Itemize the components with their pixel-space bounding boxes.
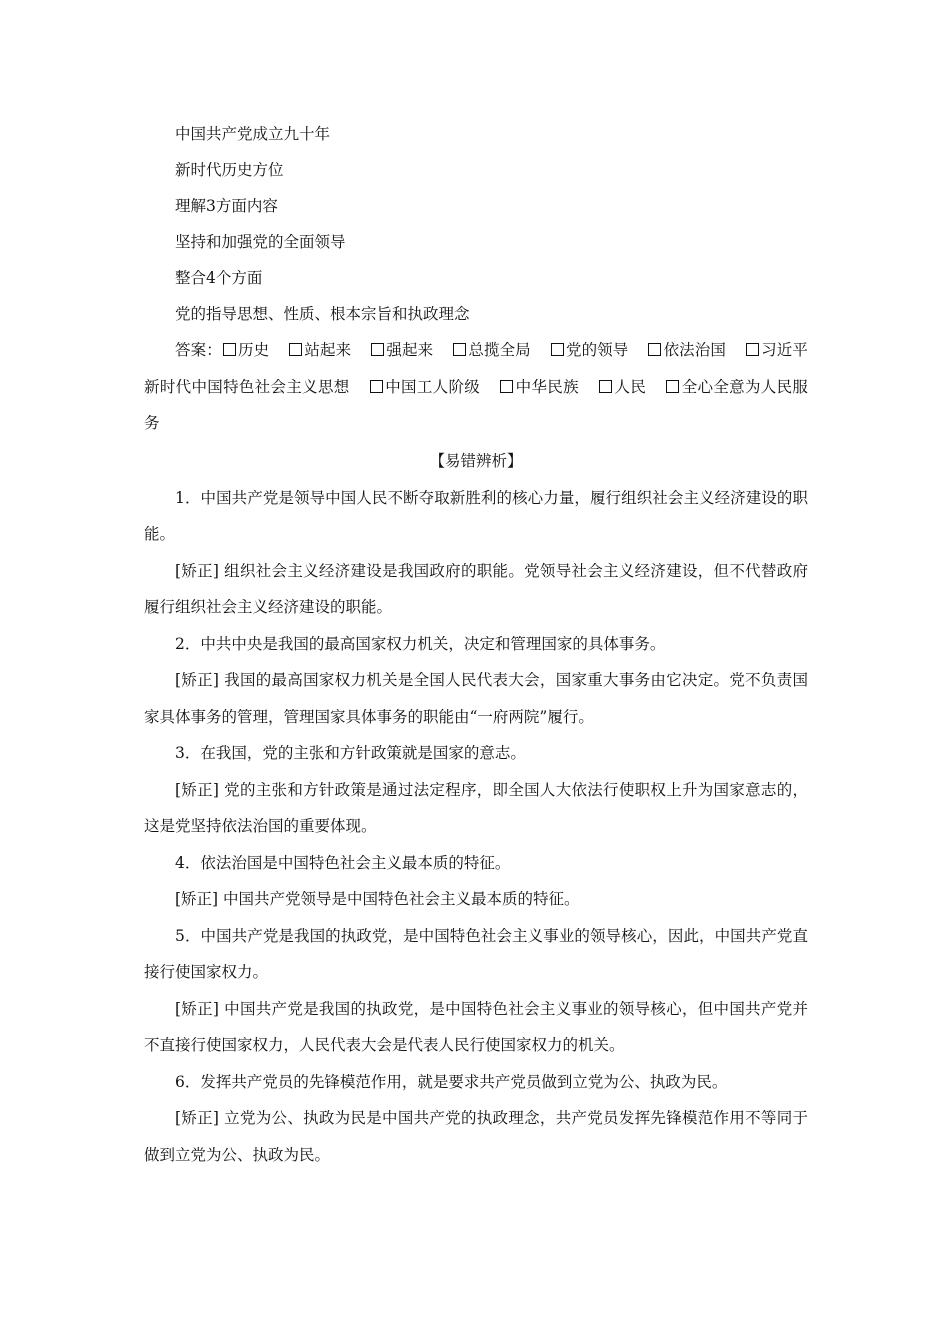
checkbox-icon — [289, 343, 302, 356]
checkbox-icon — [666, 380, 679, 393]
question-text: 6．发挥共产党员的先锋模范作用，就是要求共产党员做到立党为公、执政为民。 — [175, 1072, 728, 1091]
correction-text: [矫正] 组织社会主义经济建设是我国政府的职能。党领导社会主义经济建设，但不代替政府履行组织社会主义经济建设的职能。 — [144, 561, 808, 616]
correction-text: [矫正] 立党为公、执政为民是中国共产党的执政理念，共产党员发挥先锋模范作用不等同于做到立党为公、执政为民。 — [144, 1109, 808, 1164]
section-title: 【易错辨析】 — [429, 451, 523, 470]
answer-item: 历史 — [222, 341, 269, 359]
outline-item: 新时代历史方位 — [175, 161, 284, 179]
answer-item: 站起来 — [288, 341, 351, 359]
answer-item: 人民 — [598, 378, 646, 396]
correction-text: [矫正] 党的主张和方针政策是通过法定程序，即全国人大依法行使职权上升为国家意志的，这是党坚持依法治国的重要体现。 — [144, 780, 808, 835]
correction-text: [矫正] 中国共产党是我国的执政党，是中国特色社会主义事业的领导核心，但中国共产党并不直接行使国家权力，人民代表大会是代表人民行使国家权力的机关。 — [144, 999, 808, 1054]
outline-item: 理解3方面内容 — [175, 197, 278, 215]
answer-prefix: 答案： — [175, 341, 222, 359]
checkbox-icon — [371, 343, 384, 356]
question-text: 1．中国共产党是领导中国人民不断夺取新胜利的核心力量，履行组织社会主义经济建设的职能。 — [144, 488, 808, 543]
answer-item: 中华民族 — [499, 378, 579, 396]
correction-text: [矫正] 我国的最高国家权力机关是全国人民代表大会，国家重大事务由它决定。党不负责国家具体事务的管理，管理国家具体事务的职能由“一府两院”履行。 — [144, 671, 808, 726]
question-text: 3．在我国，党的主张和方针政策就是国家的意志。 — [175, 744, 526, 762]
outline-item: 中国共产党成立九十年 — [175, 125, 331, 143]
checkbox-icon — [370, 380, 383, 393]
outline-item: 整合4个方面 — [175, 269, 263, 287]
document-page — [144, 116, 808, 1173]
answer-item: 习近平新时代中国特色社会主义思想 — [144, 341, 808, 396]
question-text: 5．中国共产党是我国的执政党，是中国特色社会主义事业的领导核心，因此，中国共产党直接行使国家权力。 — [144, 926, 808, 981]
checkbox-icon — [453, 343, 466, 356]
answer-item: 党的领导 — [550, 341, 629, 359]
outline-item: 坚持和加强党的全面领导 — [175, 233, 346, 251]
answer-item: 总揽全局 — [452, 341, 531, 359]
answer-item: 强起来 — [370, 341, 433, 359]
correction-text: [矫正] 中国共产党领导是中国特色社会主义最本质的特征。 — [175, 890, 580, 908]
checkbox-icon — [648, 343, 661, 356]
checkbox-icon — [500, 380, 513, 393]
answer-item: 全心全意为人民服务 — [144, 377, 808, 432]
checkbox-icon — [599, 380, 612, 393]
answer-item: 依法治国 — [647, 341, 726, 359]
answer-item: 中国工人阶级 — [369, 378, 480, 396]
question-text: 4．依法治国是中国特色社会主义最本质的特征。 — [175, 853, 511, 872]
checkbox-icon — [746, 343, 759, 356]
checkbox-icon — [551, 343, 564, 356]
outline-item: 党的指导思想、性质、根本宗旨和执政理念 — [175, 305, 470, 323]
checkbox-icon — [223, 343, 236, 356]
question-text: 2．中共中央是我国的最高国家权力机关，决定和管理国家的具体事务。 — [175, 634, 666, 653]
answer-block — [144, 332, 808, 442]
